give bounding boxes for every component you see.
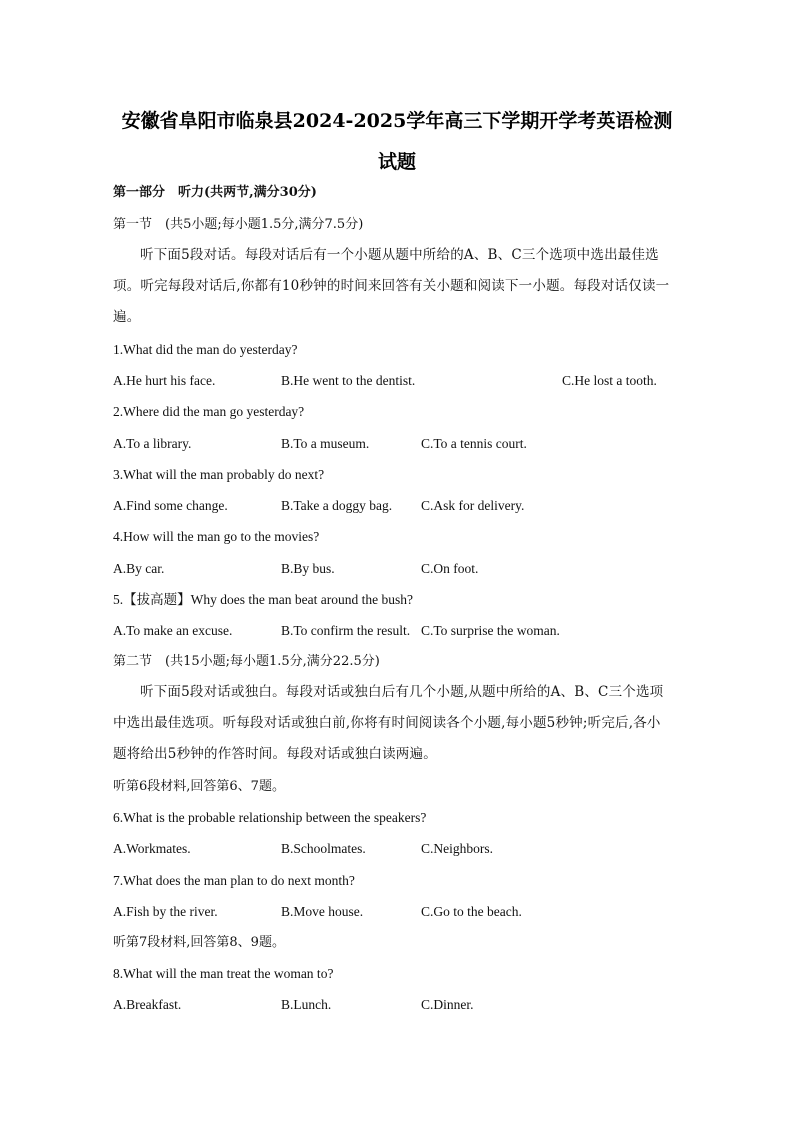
question-text: 6.What is the probable relationship between the speakers? bbox=[113, 810, 427, 825]
option-a: A.Workmates. bbox=[113, 841, 191, 856]
part-heading: 第一部分 听力(共两节,满分30分) bbox=[113, 185, 317, 200]
section-instructions: 听下面5段对话或独白。每段对话或独白后有几个小题,从题中所给的A、B、C三个选项中选出最佳选项。听每段对话或独白前,你将有时间阅读各个小题,每小题5秒钟;听完后,各小题将给出5秒钟的作答时间。每段对话或独白读两遍。 bbox=[113, 684, 664, 762]
option-c: C.Go to the beach. bbox=[421, 904, 522, 919]
option-b: B.Schoolmates. bbox=[281, 841, 366, 856]
option-a: A.Find some change. bbox=[113, 498, 228, 513]
option-b: B.By bus. bbox=[281, 561, 335, 576]
question-text: 4.How will the man go to the movies? bbox=[113, 529, 320, 544]
material-note: 听第6段材料,回答第6、7题。 bbox=[113, 779, 285, 794]
option-c: C.On foot. bbox=[421, 561, 479, 576]
option-a: A.To make an excuse. bbox=[113, 623, 233, 638]
option-c: C.Neighbors. bbox=[421, 841, 493, 856]
option-c: C.To surprise the woman. bbox=[421, 623, 560, 638]
question-text: 7.What does the man plan to do next month? bbox=[113, 873, 355, 888]
document-title: 安徽省阜阳市临泉县2024-2025学年高三下学期开学考英语检测 bbox=[121, 110, 673, 132]
option-a: A.By car. bbox=[113, 561, 165, 576]
option-b: B.Lunch. bbox=[281, 997, 332, 1012]
question-text: 1.What did the man do yesterday? bbox=[113, 342, 298, 357]
option-b: B.Move house. bbox=[281, 904, 364, 919]
option-b: B.He went to the dentist. bbox=[281, 373, 416, 388]
question-text: 2.Where did the man go yesterday? bbox=[113, 404, 305, 419]
section-heading: 第二节 (共15小题;每小题1.5分,满分22.5分) bbox=[113, 654, 380, 669]
option-b: B.To a museum. bbox=[281, 436, 370, 451]
option-c: C.He lost a tooth. bbox=[562, 373, 657, 388]
option-b: B.Take a doggy bag. bbox=[281, 498, 393, 513]
option-a: A.To a library. bbox=[113, 436, 192, 451]
question-text: 3.What will the man probably do next? bbox=[113, 467, 325, 482]
question-text: 8.What will the man treat the woman to? bbox=[113, 966, 334, 981]
option-c: C.To a tennis court. bbox=[421, 436, 527, 451]
section-instructions: 听下面5段对话。每段对话后有一个小题从题中所给的A、B、C三个选项中选出最佳选项。听完每段对话后,你都有10秒钟的时间来回答有关小题和阅读下一小题。每段对话仅读一遍。 bbox=[113, 247, 670, 325]
option-c: C.Ask for delivery. bbox=[421, 498, 525, 513]
option-a: A.Breakfast. bbox=[113, 997, 182, 1012]
material-note: 听第7段材料,回答第8、9题。 bbox=[113, 935, 285, 950]
document-title-cont: 试题 bbox=[377, 151, 416, 173]
option-c: C.Dinner. bbox=[421, 997, 474, 1012]
option-b: B.To confirm the result. bbox=[281, 623, 411, 638]
option-a: A.Fish by the river. bbox=[113, 904, 218, 919]
section-heading: 第一节 (共5小题;每小题1.5分,满分7.5分) bbox=[113, 217, 364, 232]
question-text: 5.【拔高题】Why does the man beat around the bush? bbox=[113, 592, 413, 607]
option-a: A.He hurt his face. bbox=[113, 373, 216, 388]
